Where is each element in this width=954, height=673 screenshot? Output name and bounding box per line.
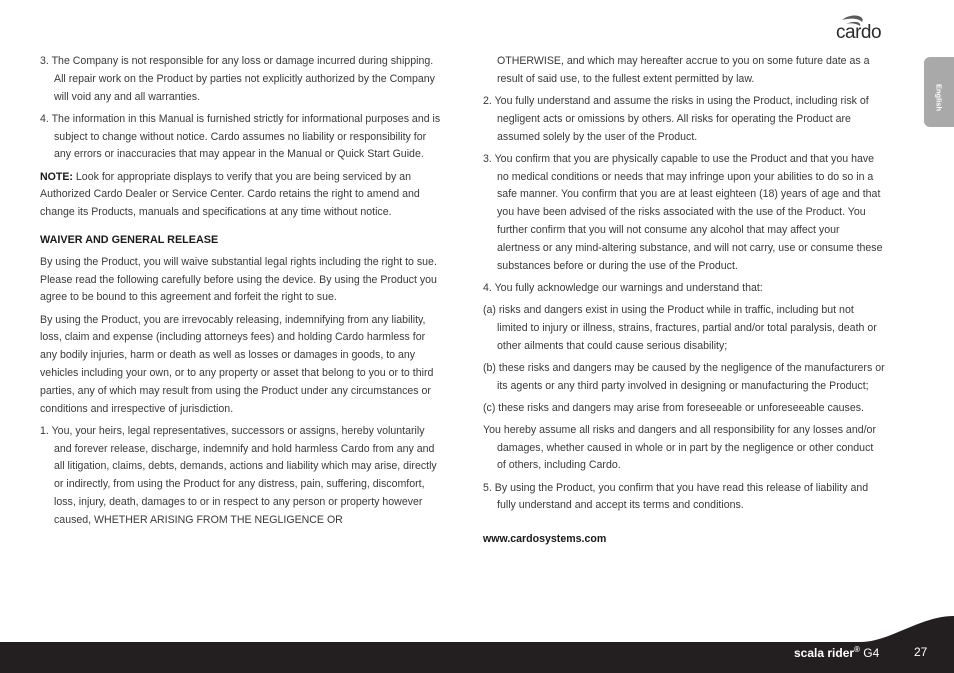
- release-item-2: 2. You fully understand and assume the risks in using the Product, including risk of negligent acts or omissions by others. All risks for operating the Product are assumed solely by the user of the Product.: [483, 94, 869, 143]
- language-tab-label: English: [934, 83, 944, 112]
- language-tab: [924, 57, 954, 127]
- footer-curve: [860, 612, 954, 644]
- product-model: G4: [859, 646, 880, 660]
- release-item-4: 4. You fully acknowledge our warnings and understand that:: [483, 281, 763, 294]
- list-item-4: 4. The information in this Manual is furnished strictly for informational purposes and is subject to change without notice. Cardo assumes no liability or responsibility for any errors or inaccuracies that may appear in the Manual or Quick Start Guide.: [40, 112, 441, 161]
- release-item-b: (b) these risks and dangers may be caused by the negligence of the manufacturers or its agents or any third party involved in designing or manufacturing the Product;: [483, 361, 885, 392]
- release-item-c: (c) these risks and dangers may arise from foreseeable or unforeseeable causes.: [483, 401, 864, 414]
- registered-mark: ®: [854, 645, 860, 654]
- note-label: NOTE:: [40, 170, 73, 183]
- note-text: Look for appropriate displays to verify that you are being serviced by an Authorized Cardo Dealer or Service Center. Cardo retains the right to amend and change its Products, manuals and specifications at any time without notice.: [40, 170, 420, 219]
- website-link[interactable]: www.cardosystems.com: [483, 533, 607, 546]
- section-heading: WAIVER AND GENERAL RELEASE: [40, 233, 219, 246]
- left-column: [40, 53, 444, 534]
- release-item-5: 5. By using the Product, you confirm that you have read this release of liability and fully understand and accept its terms and conditions.: [483, 481, 869, 512]
- assume-risk-paragraph: You hereby assume all risks and dangers and all responsibility for any losses and/or damages, whether caused in whole or in part by the negligence or other conduct of others, including Cardo.: [483, 423, 876, 472]
- footer-product-name: [794, 645, 879, 660]
- release-item-a: (a) risks and dangers exist in using the Product while in traffic, including but not limited to injury or illness, strains, fractures, partial and/or total paralysis, death or other ailments that could cause serious disability;: [483, 303, 877, 352]
- release-item-1-continuation: OTHERWISE, and which may hereafter accrue to you on some future date as a result of said use, to the fullest extent permitted by law.: [497, 55, 870, 85]
- waiver-paragraph-2: By using the Product, you are irrevocably releasing, indemnifying from any liability, loss, claim and expense (including attorneys fees) and holding Cardo harmless for any bodily injuries, harm or death as well as losses or damages in goods, to any vehicles including your own, or to any property or asset that belong to you or to third parties, any of which may result from using the Product under any circumstances or conditions and irrespective of jurisdiction.: [40, 313, 434, 415]
- release-item-3: 3. You confirm that you are physically capable to use the Product and that you have no medical conditions or needs that may infringe upon your abilities to do so in a safe manner. You confirm that you are at least eighteen (18) years of age and that you have been advised of the risks associated with the use of the Product. You further confirm that you will not consume any alcohol that may affect your alertness or any mind-altering substance, and will not carry, use or consume these substances before or during the use of the Product.: [483, 152, 883, 272]
- list-item-3: 3. The Company is not responsible for any loss or damage incurred during shipping. All repair work on the Product by parties not explicitly authorized by the Company will void any and all warranties.: [40, 55, 435, 103]
- note-paragraph: [40, 169, 444, 222]
- right-column: [483, 53, 885, 549]
- page-number: 27: [914, 645, 928, 659]
- release-item-1: 1. You, your heirs, legal representatives, successors or assigns, hereby voluntarily and forever release, discharge, indemnify and hold harmless Cardo from any and all litigation, claims, debts, demands, actions and liability which may arise, directly or indirectly, from using the Product for any distress, pain, suffering, discomfort, loss, injury, death, damages to or in respect to any person or property however caused, WHETHER ARISING FROM THE NEGLIGENCE OR: [40, 424, 437, 526]
- brand-logo-text: cardo: [836, 22, 882, 43]
- waiver-paragraph-1: By using the Product, you will waive substantial legal rights including the right to sue. Please read the following carefully before using the device. By using the Product you agree to be bound to this agreement and forfeit the right to sue.: [40, 255, 437, 304]
- product-name: scala rider: [794, 646, 855, 660]
